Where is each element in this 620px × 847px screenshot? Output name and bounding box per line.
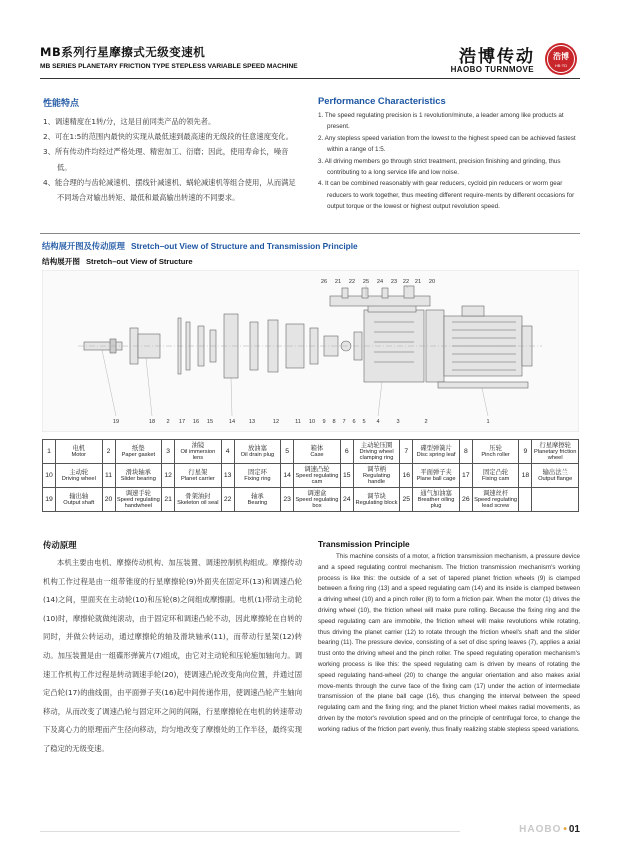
part-name-cn: 通气加油塞	[420, 489, 452, 497]
part-number: 10	[43, 464, 56, 488]
part-name-cn: 固定环	[247, 468, 267, 476]
performance-title-cn: 性能特点	[43, 99, 80, 109]
part-name-cn: 主动轮压圈	[360, 441, 393, 449]
part-name-en: Disc spring leaf	[416, 451, 456, 458]
part-name-en: Skeleton oil seal	[177, 499, 219, 506]
part-name-en: Fixing cam	[481, 475, 510, 482]
brand-name-en: HAOBO TURNMOVE	[450, 65, 534, 74]
part-label	[353, 464, 400, 488]
callout-top: 22	[402, 279, 410, 285]
part-number: 15	[340, 464, 353, 488]
part-label	[532, 464, 579, 488]
part-name-cn: 油镜	[191, 441, 205, 449]
part-label	[294, 440, 341, 464]
part-name-en: Speed regulating box	[295, 496, 339, 509]
part-name-cn: 电机	[72, 444, 86, 452]
part-number: 6	[340, 440, 353, 464]
callout-top: 21	[414, 279, 422, 285]
part-number: 7	[400, 440, 413, 464]
part-label	[353, 440, 400, 464]
part-label	[532, 440, 579, 464]
part-name-en: Speed regulating cam	[295, 472, 339, 485]
performance-list-en	[318, 110, 580, 213]
footer-divider	[40, 831, 460, 832]
performance-item-en: 1. The speed regulating precision is 1 revolution/minute, a leader among like products at present.	[318, 112, 564, 131]
transmission-title-cn: 传动原理	[43, 540, 77, 550]
part-name-cn: 主动轮	[69, 468, 89, 476]
performance-item-en: 2. Any stepless speed variation from the lowest to the highest speed can be achieved fastest within a range of 1:5.	[318, 134, 576, 154]
part-name-cn: 滑块轴承	[125, 468, 151, 476]
callout-bottom: 11	[295, 419, 301, 425]
part-label	[413, 440, 460, 464]
callout-bottom: 3	[396, 419, 400, 425]
callout-top: 22	[348, 279, 356, 285]
part-name-en: Regulating block	[355, 499, 398, 506]
part-number: 9	[519, 440, 532, 464]
parts-table-row	[43, 464, 579, 488]
part-name-cn: 放油塞	[247, 444, 267, 452]
part-label	[175, 440, 222, 464]
transmission-body-cn: 本机主要由电机、摩擦传动机构、加压装置、调速控制机构组成。摩擦传动机构工作过程是由一组带锥度的行星摩擦轮(9)外面夹在固定环(13)和调速凸轮(14)之间，里面夹在主动轮(10)和压轮(8)之间组成摩擦副。电机(1)带动主动轮(10)时，摩擦轮就做纯滚动，由于固定环和调速凸轮不动，因此摩擦轮在自转的同时，并做公转运动，通过摩擦轮的轴及滑块轴承(11)，而带动行星架(12)转动。加压装置是由一组碟形弹簧片(7)组成，由它对主动轮和压轮施加轴向力。调速工作机构工作过程是转动调速手轮(20)，使调速凸轮改变角向位置，并通过固定凸轮(17)的曲线面，由平面弹子夹(16)起中间传递作用，使调速凸轮产生轴向移动，从而改变了调速凸轮与固定环之间的间隔，行星摩擦轮在电机的转速带动下及离心力的原理而产生径向移动，均匀地改变了摩擦处的工作半径，最终实现了稳定的无级变速。	[43, 558, 302, 753]
part-name-cn: 平面弹子夹	[420, 468, 452, 476]
structure-title-en: Stretch–out View of Structure and Transmission Principle	[130, 241, 358, 251]
parts-table-row	[43, 488, 579, 512]
performance-item-cn: 3、所有传动件均经过严格处理、精密加工、衍磨；因此，使用寿命长，噪音低。	[43, 147, 289, 172]
callout-bottom: 1	[486, 419, 490, 425]
part-number: 18	[519, 464, 532, 488]
callout-bottom: 6	[352, 419, 356, 425]
part-name-cn: 调速盒	[307, 489, 327, 497]
part-label	[353, 488, 400, 512]
part-name-en: Planet carrier	[180, 475, 215, 482]
callout-top: 21	[334, 279, 342, 285]
structure-section-title	[42, 240, 358, 252]
part-name-en: Speed regulating handwheel	[116, 496, 160, 509]
part-label	[294, 488, 341, 512]
part-label	[234, 440, 281, 464]
structure-subtitle	[42, 256, 193, 267]
logo-subtext: HB·TD	[554, 63, 568, 68]
part-label	[175, 488, 222, 512]
logo-text: 浩博	[553, 52, 569, 61]
part-name-cn: 压轮	[489, 444, 502, 452]
part-label	[472, 440, 519, 464]
part-number: 22	[221, 488, 234, 512]
part-label	[115, 488, 162, 512]
parts-table-row	[43, 440, 579, 464]
brand-name-cn: 浩博传动	[459, 47, 535, 67]
exploded-view-drawing	[42, 270, 579, 432]
part-number: 1	[43, 440, 56, 464]
part-number: 5	[281, 440, 294, 464]
callout-bottom: 5	[362, 419, 366, 425]
part-name-cn: 调速丝杆	[483, 489, 509, 497]
part-number: 26	[459, 488, 472, 512]
transmission-body-en: This machine consists of a motor, a friction transmission mechanism, a pressure device and a speed regulating control mechanism. The friction transmission mechanism's working process is like this: the outside of a set of tapered planet friction wheels (9) is clamped between a fixing ring (13) and a speed regulating cam (14) and its inside is clamped between a driving wheel (10) and a pinch roller (8) to form a friction pair. When the motor (1) drives the driving wheel (10), the friction wheel will make pure rolling. Because the fixing ring and the speed regulating cam are immobile, the friction wheel will make revolutions while rotating, thus driving the planet carrier (12) to rotate through the friction wheel's shaft and the slider bearing (11). The pressure device, consisting of a set of disc spring leaves (7), applies a axial trust onto the driving wheel and the pinch roller. The speed regulating operation mechanism's working process is like this: the speed regulating cam is driven by means of rotating the speed regulating hand-wheel (20) to change the angular orientation and also makes axial move-ments through the curve face of the fixing cam (17) under the action of intermediate transmission of the plane ball cage (16), thus changing the interval between the speed regulating cam and the fixing ring; and the planet friction wheel makes radial movements, as driven by the motor's revolution speed and on the principle of centrifugal force, to change the working radius of the friction part evenly, thus finally realizing stable stepless speed variations.	[318, 553, 580, 733]
part-name-en: Motor	[71, 451, 87, 458]
part-name-en: Case	[310, 451, 324, 458]
callout-bottom: 7	[342, 419, 346, 425]
part-name-en: Output shaft	[63, 499, 95, 506]
callout-bottom: 2	[424, 419, 428, 425]
performance-item-en: 3. All driving members go through strict treatment, precision finishing and grinding, thus contributing to a long service life and low noise.	[318, 157, 561, 177]
callout-top: 24	[376, 279, 384, 285]
footer-brand: HAOBO	[519, 824, 562, 835]
part-name-cn: 行星架	[188, 468, 208, 476]
part-number: 16	[400, 464, 413, 488]
callout-top: 26	[320, 279, 328, 285]
page-number: 01	[568, 824, 580, 835]
page-title-cn: MB系列行星摩擦式无级变速机	[40, 45, 206, 59]
performance-item-en: 4. It can be combined reasonably with gear reducers, cycloid pin reducers or worm gear reducers to work together, thus meeting different require-ments by different occasions for output torque or the lowest or highest output revolution speed.	[318, 180, 575, 211]
callout-bottom: 16	[192, 419, 200, 425]
header-divider	[40, 78, 580, 79]
footer-separator: •	[563, 824, 567, 835]
part-label	[56, 464, 103, 488]
part-name-cn: 骨架油封	[185, 492, 211, 500]
callout-bottom: 10	[308, 419, 316, 425]
part-name-cn: 轴承	[251, 492, 264, 500]
part-name-en: Bearing	[247, 499, 268, 506]
performance-item-cn: 1、调速精度在1转/分，这是目前同类产品的领先者。	[43, 117, 216, 126]
section-divider	[40, 233, 580, 234]
part-name-cn: 固定凸轮	[483, 468, 509, 476]
brand-logo-icon	[544, 42, 578, 76]
part-number: 20	[102, 488, 115, 512]
part-number: 3	[162, 440, 175, 464]
part-number: 4	[221, 440, 234, 464]
part-label	[115, 440, 162, 464]
part-label	[472, 488, 519, 512]
callout-bottom: 2	[166, 419, 170, 425]
callout-top: 25	[362, 279, 370, 285]
part-name-cn: 调速手轮	[125, 489, 151, 497]
callout-top: 23	[390, 279, 398, 285]
part-name-cn: 纸垫	[132, 444, 145, 452]
part-name-cn: 调速凸轮	[304, 465, 330, 473]
callout-bottom: 12	[272, 419, 280, 425]
part-name-en: Paper gasket	[121, 451, 156, 458]
part-label	[234, 464, 281, 488]
callout-bottom: 17	[178, 419, 186, 425]
part-name-cn: 输出轴	[69, 492, 89, 500]
part-name-en: Driving wheel	[61, 475, 96, 482]
part-label	[413, 488, 460, 512]
part-number: 24	[340, 488, 353, 512]
structure-title-cn: 结构展开图及传动原理	[42, 241, 125, 251]
part-number: 19	[43, 488, 56, 512]
part-name-cn: 输出法兰	[542, 468, 568, 476]
part-label	[413, 464, 460, 488]
performance-item-cn: 2、可在1:5的范围内最快的实现从最低速到最高速的无级段的任意速度变化。	[43, 132, 293, 142]
part-label	[56, 488, 103, 512]
part-number: 13	[221, 464, 234, 488]
callout-bottom: 13	[248, 419, 256, 425]
part-label	[56, 440, 103, 464]
performance-item-cn: 4、能合理的与齿轮减速机、摆线针减速机、蜗轮减速机等组合使用，从而满足不同场合对输出转矩、最低和最高输出转速的不同要求。	[43, 177, 296, 203]
structure-subtitle-en: Stretch–out View of Structure	[85, 257, 193, 266]
part-number: 25	[400, 488, 413, 512]
part-name-en: Slider bearing	[120, 475, 156, 482]
part-number: 23	[281, 488, 294, 512]
part-name-en: Speed regulating lead screw	[474, 496, 518, 509]
callout-bottom: 9	[322, 419, 326, 425]
callout-bottom: 19	[112, 419, 120, 425]
part-name-en: Driving wheel clamping ring	[359, 448, 394, 461]
callout-top: 20	[428, 279, 436, 285]
part-label	[294, 464, 341, 488]
callout-bottom: 15	[206, 419, 214, 425]
performance-title-en: Performance Characteristics	[318, 95, 446, 106]
part-number: 14	[281, 464, 294, 488]
part-name-cn: 行星摩擦轮	[539, 441, 571, 449]
part-number: 12	[162, 464, 175, 488]
part-number: 11	[102, 464, 115, 488]
part-name-en: Breather oiling plug	[417, 496, 455, 509]
part-number	[519, 488, 532, 512]
part-label	[472, 464, 519, 488]
part-name-cn: 调节块	[367, 492, 386, 500]
part-name-en: Oil immersion lens	[180, 448, 216, 461]
transmission-title-en: Transmission Principle	[318, 539, 410, 549]
part-label	[115, 464, 162, 488]
parts-table	[42, 439, 579, 512]
part-label	[175, 464, 222, 488]
structure-subtitle-cn: 结构展开图	[42, 257, 80, 266]
part-number: 2	[102, 440, 115, 464]
part-number: 8	[459, 440, 472, 464]
performance-list-cn	[43, 114, 301, 205]
part-label	[234, 488, 281, 512]
part-label	[532, 488, 579, 512]
callout-bottom: 14	[228, 419, 236, 425]
callout-bottom: 4	[376, 419, 380, 425]
callout-bottom: 18	[148, 419, 156, 425]
part-number: 17	[459, 464, 472, 488]
page-title-en: MB SERIES PLANETARY FRICTION TYPE STEPLESS VARIABLE SPEED MACHINE	[40, 63, 298, 70]
part-name-cn: 调节柄	[367, 465, 386, 473]
part-name-en: Output flange	[538, 475, 573, 482]
part-name-en: Regulating handle	[362, 472, 391, 485]
part-name-en: Planetary friction wheel	[534, 448, 577, 461]
callout-bottom: 8	[332, 419, 336, 425]
part-name-en: Plane ball cage	[416, 475, 456, 482]
part-number: 21	[162, 488, 175, 512]
part-name-cn: 碟型弹簧片	[420, 444, 452, 452]
part-name-en: Oil drain plug	[240, 451, 275, 458]
part-name-en: Pinch roller	[481, 451, 510, 458]
page-header	[40, 40, 580, 80]
part-name-en: Fixing ring	[244, 475, 271, 482]
part-name-cn: 箱体	[310, 444, 324, 452]
page-footer	[519, 824, 580, 835]
